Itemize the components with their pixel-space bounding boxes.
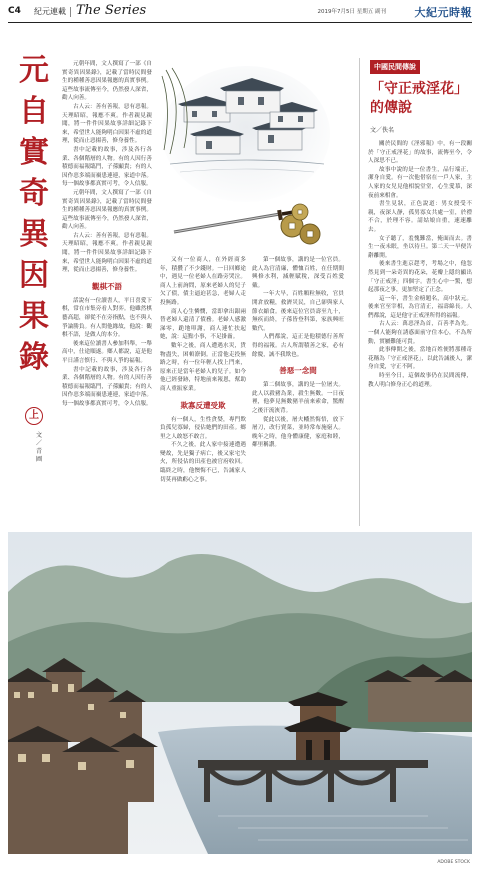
masthead <box>8 4 472 20</box>
article-column-3 <box>252 256 344 522</box>
section-subhead: 欺寡反遭受欺 <box>180 400 226 410</box>
photo-credit: ADOBE STOCK <box>437 860 470 865</box>
paragraph: 女子聽了，羞愧難當，掩面而去。書生一夜未眠，坐以待旦。第二天一早便告辭離開。 <box>368 235 472 259</box>
title-char: 實 <box>19 135 49 170</box>
title-char: 自 <box>19 94 49 129</box>
paragraph: 古人云：善有善報，惡有惡報。天理昭昭，報應不爽。作者親見親聞，將一件件因果故事詳細記錄下來，希望世人能夠明白因果不虛的道理，從而止惡揚善，修身養性。 <box>62 232 152 274</box>
title-char: 元 <box>19 53 49 88</box>
paragraph: 商人心生憐憫，當即拿出銀兩替老婦人還清了債務。老婦人感激涕零，跪地叩謝，商人連忙扶起她，說：這點小事，不足掛齒。 <box>160 308 246 341</box>
paragraph: 有一個人，生性貪婪，專門欺負孤兒寡婦，侵佔她們的田產。鄉里之人敢怒不敢言。 <box>160 416 246 440</box>
ancient-town-photo <box>8 532 472 854</box>
section-subhead: 善惡一念間 <box>279 366 317 376</box>
sidebar-author: 文／佚名 <box>370 127 395 134</box>
paragraph: 此事傳開之後，當地百姓便將那種奇花稱為「守正戒淫花」，以此告誡後人，潔身自愛，守正不阿。 <box>368 347 472 371</box>
paragraph: 第一個故事，講的是一位官員。此人為官清廉，體恤百姓，在任期間興修水利，減輕賦稅，深受百姓愛戴。 <box>252 257 344 289</box>
paragraph: 故事中說的是一位書生，品行端正，潔身自愛。有一次他借宿在一戶人家，主人家的女兒見他相貌堂堂，心生愛慕，深夜前來相會。 <box>368 166 472 199</box>
article-column-2 <box>160 256 246 522</box>
title-char: 錄 <box>19 340 49 375</box>
title-char: 異 <box>19 217 49 252</box>
section-name: 紀元連載 <box>34 7 66 16</box>
paragraph: 話說有一位讀書人，平日喜愛下棋，常在市集旁看人對弈。他雖然棋藝高超，卻從不在旁指點，也不與人爭論勝負。有人問他緣故，他說：觀棋不語，是做人的本分。 <box>62 297 152 339</box>
issue-date: 2019年7月5日 星期五 副刊 <box>317 9 386 15</box>
paragraph: 元朝年間，文人撰寫了一部《自實奇異因果錄》，記載了當時民間發生的種種善惡因果報應的真實事例。這些故事流傳至今，仍然發人深省，勸人向善。 <box>62 61 152 102</box>
newspaper-logo: 大紀元時報 <box>414 6 472 19</box>
paragraph: 這一年，書生金榜題名，高中狀元。後來官至宰相，為官清正，福壽綿長。人們都說，這是他守正戒淫所得的福報。 <box>368 295 472 319</box>
paragraph: 關於民間的《淫邪報》中，有一段關於「守正戒淫花」的故事，流傳至今，令人深思不已。 <box>368 141 472 165</box>
section-subhead: 觀棋不語 <box>92 281 122 291</box>
title-char: 果 <box>19 299 49 334</box>
article-author: 文／青圃 <box>35 432 42 463</box>
ink-painting-illustration <box>160 64 332 249</box>
paragraph: 第二個故事，講的是一位屠夫。此人以殺豬為業，殺生無數。一日夜裡，他夢見無數豬羊前來索命，驚醒之後汗流浹背。 <box>252 382 344 414</box>
sidebar-body <box>368 140 472 524</box>
part-badge: 上 <box>25 407 43 425</box>
title-char: 奇 <box>19 176 49 211</box>
paragraph: 書生見狀，正色說道：男女授受不親，夜深人靜，孤男寡女共處一室，於禮不合，於理不容。請姑娘自重，速速離去。 <box>368 201 472 233</box>
divider <box>70 7 71 17</box>
header-rule <box>8 22 472 23</box>
article-column-1 <box>62 60 152 522</box>
paragraph: 後來這位讀書人參加科舉，一舉高中，仕途順遂。鄉人都說，這是他平日謹言慎行、不與人爭的福報。 <box>62 340 152 364</box>
sidebar-title: 「守正戒淫花」的傳說 <box>370 81 468 116</box>
paragraph: 古人云：善有善報，惡有惡報。天理昭昭，報應不爽。作者親見親聞，將一件件因果故事詳細記錄下來，希望世人能夠明白因果不虛的道理，從而止惡揚善，修身養性。 <box>62 103 152 145</box>
paragraph: 一年大旱，百姓顆粒無收，官員開倉放糧，救濟災民，自己卻與家人節衣縮食。後來這位官員壽至九十，無疾而終，子孫皆登科第，家族興旺數代。 <box>252 291 344 332</box>
sidebar-divider <box>359 58 360 526</box>
paragraph: 從此以後，屠夫幡然悔悟，放下屠刀，改行賣菜，並時常布施窮人。晚年之時，他身體康健，家庭和睦，鄰里稱讚。 <box>252 416 344 449</box>
paragraph: 元朝年間，文人撰寫了一部《自實奇異因果錄》，記載了當時民間發生的種種善惡因果報應的真實事例。這些故事流傳至今，仍然發人深省，勸人向善。 <box>62 189 152 231</box>
paragraph: 古人云：萬惡淫為首，百善孝為先。一個人能夠在誘惑面前守住本心，不為所動，實屬難能可貴。 <box>368 321 472 345</box>
page-number: C4 <box>8 6 21 16</box>
paragraph: 後來書生進京趕考，考場之中，他忽然見到一朵奇異的花朵，花瓣上隱約顯出「守正戒淫」四個字。書生心中一驚，想起那夜之事，更加堅定了正念。 <box>368 261 472 294</box>
series-title: The Series <box>76 3 147 18</box>
paragraph: 時至今日，這個故事仍在民間流傳，教人明白修身正心的道理。 <box>368 373 472 388</box>
paragraph: 書中記載的故事，涉及各行各業、各個階層的人物。有的人因行善積德而福報臨門，子孫顯貴；有的人因作惡多端而禍患連連，家道中落。每一個故事都真實可考，令人信服。 <box>62 366 152 407</box>
paragraph: 又有一位商人，在外經商多年，積攢了不少錢財。一日回鄉途中，遇見一位老婦人在路旁哭泣。商人上前詢問，原來老婦人的兒子欠了債，債主逼迫甚急，老婦人走投無路。 <box>160 257 246 306</box>
paragraph: 數年之後，商人遭遇水災，貨物盡失，困頓潦倒。正當他走投無路之時，有一位年輕人找上門來，原來正是當年老婦人的兒子。如今他已經發跡，特地前來報恩，幫助商人重振家業。 <box>160 342 246 392</box>
category-tag: 中國民間傳說 <box>370 60 420 74</box>
title-char: 因 <box>19 258 49 293</box>
paragraph: 書中記載的故事，涉及各行各業、各個階層的人物。有的人因行善積德而福報臨門，子孫顯貴；有的人因作惡多端而禍患連連，家道中落。每一個故事都真實可考，令人信服。 <box>62 146 152 188</box>
article-title <box>15 50 53 378</box>
paragraph: 不久之後，此人家中接連遭遇變故，先是獨子病亡，後又家宅失火，所侵佔的田產也被官府收回。臨終之時，他懊悔不已，告誡家人切莫再做虧心之事。 <box>160 442 246 483</box>
paragraph: 人們都說，這正是他積德行善所得的福報。古人所謂積善之家，必有餘慶，誠不我欺也。 <box>252 334 344 358</box>
